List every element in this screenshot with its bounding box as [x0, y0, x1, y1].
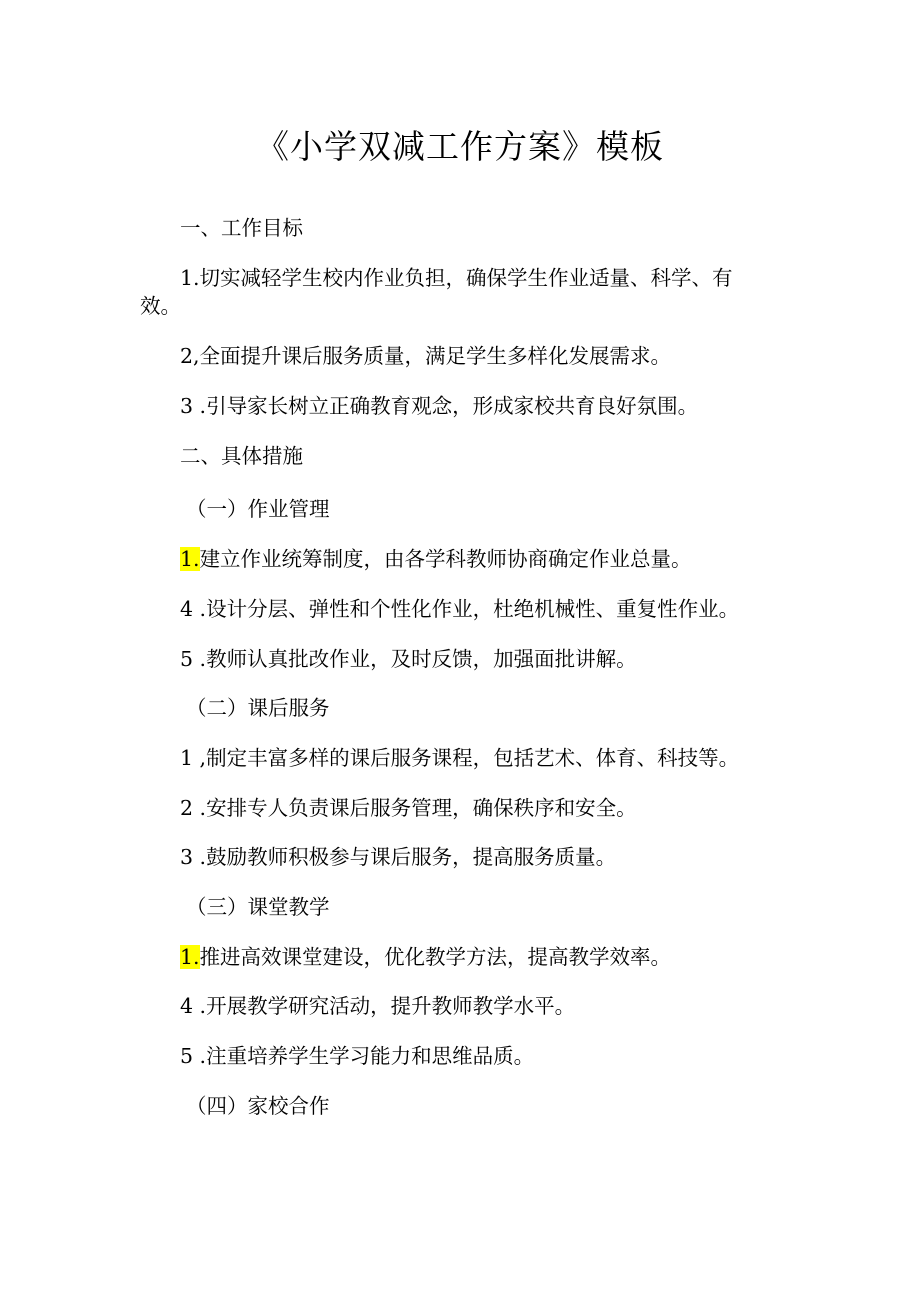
classroom-item-1: [180, 943, 671, 971]
goal-item-3: 3 .引导家长树立正确教育观念，形成家校共育良好氛围。: [180, 394, 699, 418]
classroom-item-1-text: 推进高效课堂建设，优化教学方法，提高教学效率。: [199, 945, 672, 969]
goal-item-1: 1.切实减轻学生校内作业负担，确保学生作业适量、科学、有效。: [140, 266, 733, 318]
subsection-heading-homework: （一）作业管理: [186, 497, 330, 521]
goal-item-2: 2,全面提升课后服务质量，满足学生多样化发展需求。: [180, 344, 672, 368]
subsection-heading-afterschool: （二）课后服务: [186, 696, 330, 720]
section-heading-goals: 一、工作目标: [180, 216, 303, 240]
section-heading-measures: 二、具体措施: [180, 444, 303, 468]
document-title: 《小学双减工作方案》模板: [256, 127, 664, 166]
afterschool-item-1: 1 ,制定丰富多样的课后服务课程，包括艺术、体育、科技等。: [180, 746, 740, 770]
afterschool-item-2: 2 .安排专人负责课后服务管理，确保秩序和安全。: [180, 796, 637, 820]
subsection-heading-classroom: （三）课堂教学: [186, 895, 330, 919]
highlighted-marker: 1.: [180, 945, 200, 969]
homework-item-5: 5 .教师认真批改作业，及时反馈，加强面批讲解。: [180, 647, 637, 671]
highlighted-marker: 1.: [180, 547, 200, 571]
classroom-item-5: 5 .注重培养学生学习能力和思维品质。: [180, 1044, 535, 1068]
subsection-heading-homeschool: （四）家校合作: [186, 1094, 330, 1118]
afterschool-item-3: 3 .鼓励教师积极参与课后服务，提高服务质量。: [180, 845, 617, 869]
homework-item-1: [180, 545, 692, 573]
homework-item-4: 4 .设计分层、弹性和个性化作业，杜绝机械性、重复性作业。: [180, 597, 740, 621]
homework-item-1-text: 建立作业统筹制度，由各学科教师协商确定作业总量。: [199, 547, 692, 571]
classroom-item-4: 4 .开展教学研究活动，提升教师教学水平。: [180, 994, 576, 1018]
